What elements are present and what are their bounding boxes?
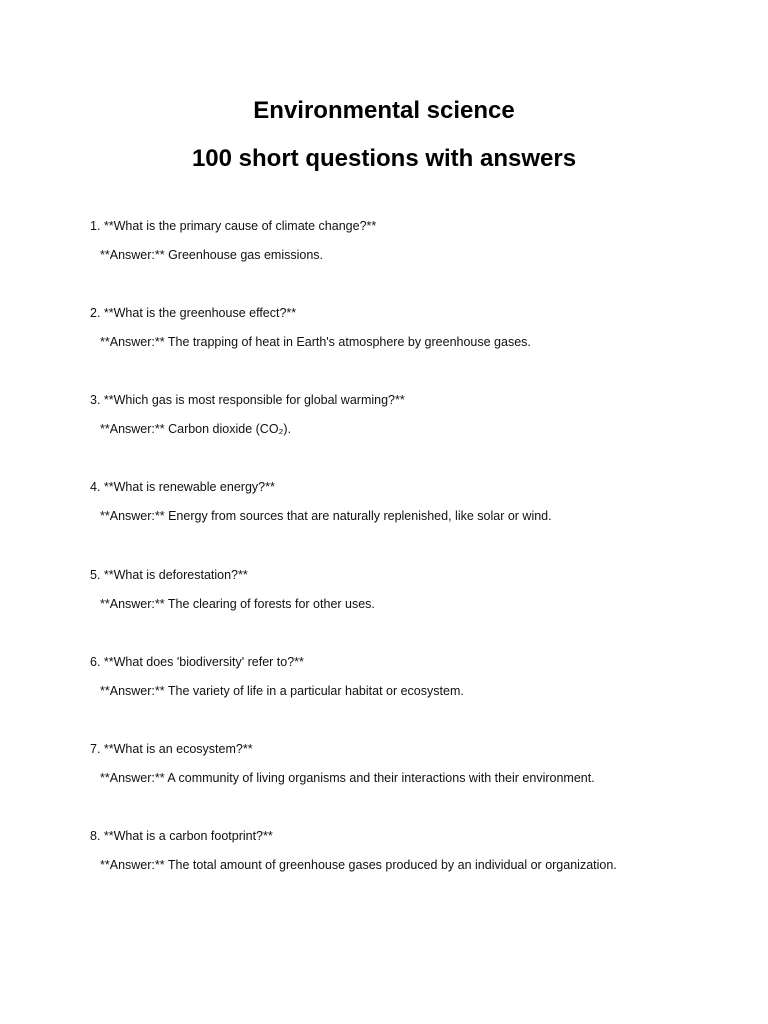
document-title: Environmental science (253, 97, 515, 124)
question-text: 1. **What is the primary cause of climate change?** (90, 219, 377, 233)
answer-text: **Answer:** The clearing of forests for other uses. (100, 597, 375, 611)
question-text: 5. **What is deforestation?** (90, 568, 248, 582)
answer-text: **Answer:** The variety of life in a particular habitat or ecosystem. (100, 684, 464, 698)
answer-text: **Answer:** The trapping of heat in Earth's atmosphere by greenhouse gases. (100, 335, 531, 349)
question-text: 2. **What is the greenhouse effect?** (90, 306, 297, 320)
question-text: 6. **What does 'biodiversity' refer to?** (90, 655, 304, 669)
answer-text: **Answer:** Carbon dioxide (CO₂). (100, 422, 292, 436)
answer-text: **Answer:** Greenhouse gas emissions. (100, 248, 324, 262)
question-text: 8. **What is a carbon footprint?** (90, 829, 273, 843)
question-text: 3. **Which gas is most responsible for global warming?** (90, 393, 405, 407)
question-text: 7. **What is an ecosystem?** (90, 742, 253, 756)
question-text: 4. **What is renewable energy?** (90, 480, 275, 494)
answer-text: **Answer:** The total amount of greenhouse gases produced by an individual or organization. (100, 858, 617, 872)
document-subtitle: 100 short questions with answers (191, 145, 577, 172)
answer-text: **Answer:** A community of living organisms and their interactions with their environment. (100, 771, 595, 785)
answer-text: **Answer:** Energy from sources that are naturally replenished, like solar or wind. (100, 509, 552, 523)
